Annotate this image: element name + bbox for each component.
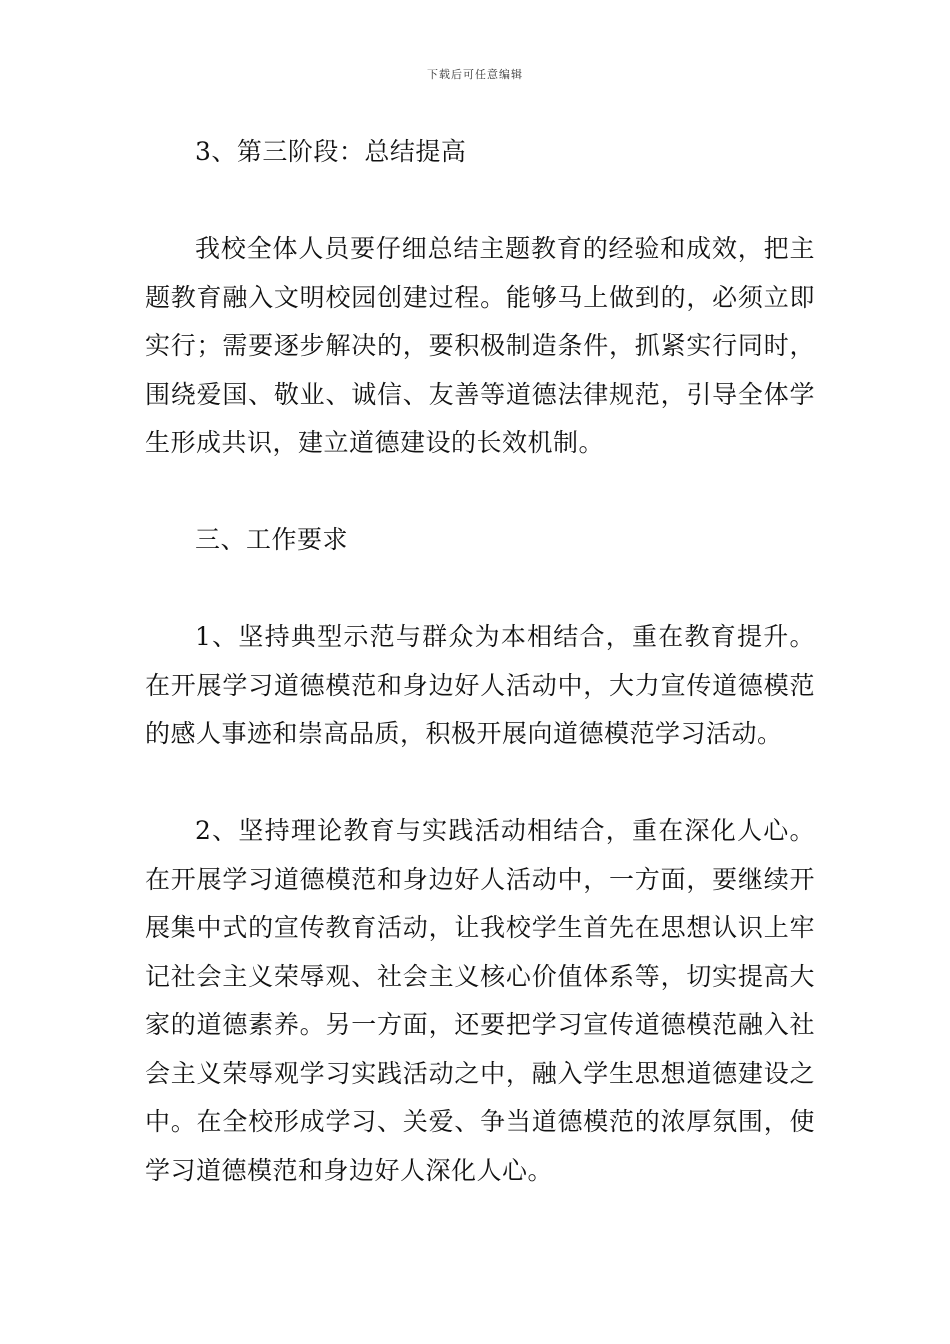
paragraph-summary: 我校全体人员要仔细总结主题教育的经验和成效，把主题教育融入文明校园创建过程。能够马上做到的，必须立即实行；需要逐步解决的，要积极制造条件，抓紧实行同时，围绕爱国、敬业、诚信、友善等道德法律规范，引导全体学生形成共识，建立道德建设的长效机制。 <box>145 234 815 457</box>
paragraph-spacer <box>145 468 815 517</box>
paragraph-spacer <box>145 177 815 226</box>
header-note: 下载后可任意编辑 <box>427 68 523 81</box>
section-heading-stage-three: 3、第三阶段：总结提高 <box>195 137 467 166</box>
paragraph-requirement-2: 2、坚持理论教育与实践活动相结合，重在深化人心。在开展学习道德模范和身边好人活动中，一方面，要继续开展集中式的宣传教育活动，让我校学生首先在思想认识上牢记社会主义荣辱观、社会主义核心价值体系等，切实提高大家的道德素养。另一方面，还要把学习宣传道德模范融入社会主义荣辱观学习实践活动之中，融入学生思想道德建设之中。在全校形成学习、关爱、争当道德模范的浓厚氛围，使学习道德模范和身边好人深化人心。 <box>145 816 815 1185</box>
document-body <box>145 128 815 1195</box>
section-heading-work-requirements: 三、工作要求 <box>195 525 349 554</box>
paragraph-requirement-1: 1、坚持典型示范与群众为本相结合，重在教育提升。在开展学习道德模范和身边好人活动中，大力宣传道德模范的感人事迹和崇高品质，积极开展向道德模范学习活动。 <box>145 622 815 748</box>
paragraph-spacer <box>145 565 815 614</box>
paragraph-spacer <box>145 759 815 808</box>
